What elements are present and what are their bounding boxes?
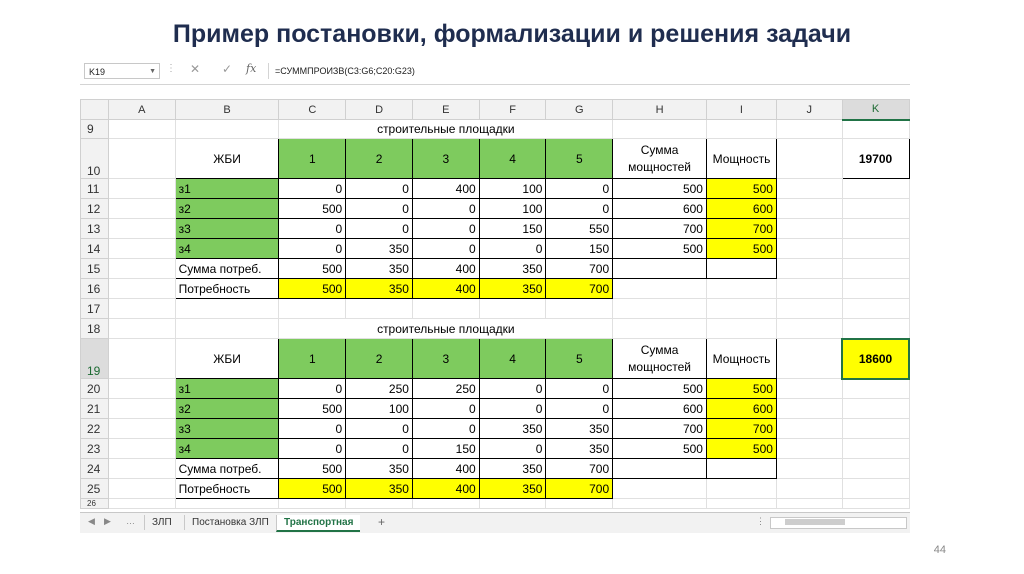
demand-sum-cell[interactable]: 350 (346, 259, 413, 279)
capacity-cell[interactable]: 600 (706, 399, 776, 419)
demand-sum-cell[interactable]: 700 (546, 259, 613, 279)
cell[interactable] (412, 499, 479, 509)
cell[interactable] (842, 299, 909, 319)
supplier-cell[interactable]: з3 (175, 419, 279, 439)
table-row (81, 439, 910, 459)
value-cell[interactable]: 150 (546, 239, 613, 259)
cell[interactable] (108, 199, 175, 219)
cell[interactable] (279, 499, 346, 509)
cell[interactable] (706, 499, 776, 509)
cell[interactable] (776, 319, 842, 339)
site-header-cell[interactable]: 4 (479, 139, 546, 179)
cell[interactable] (613, 499, 707, 509)
cancel-icon[interactable]: ✕ (190, 62, 201, 76)
sites-header-cell[interactable]: строительные площадки (279, 319, 613, 339)
demand-sum-cell[interactable]: 350 (346, 459, 413, 479)
demand-label-cell[interactable]: Потребность (175, 279, 279, 299)
cell[interactable] (776, 419, 842, 439)
demand-cell[interactable]: 700 (546, 279, 613, 299)
value-cell[interactable]: 0 (279, 179, 346, 199)
capacity-cell[interactable]: 700 (706, 219, 776, 239)
horizontal-scrollbar[interactable] (770, 517, 907, 529)
cell[interactable] (706, 299, 776, 319)
cell[interactable] (108, 499, 175, 509)
cell[interactable] (842, 259, 909, 279)
cell[interactable] (108, 179, 175, 199)
cell[interactable] (776, 279, 842, 299)
row-header[interactable]: 17 (81, 299, 109, 319)
value-cell[interactable]: 100 (346, 399, 413, 419)
column-header[interactable]: I (706, 100, 776, 120)
cell[interactable] (776, 479, 842, 499)
cell[interactable] (776, 219, 842, 239)
cell[interactable] (613, 319, 707, 339)
demand-sum-cell[interactable]: 500 (279, 259, 346, 279)
demand-sum-cell[interactable]: 500 (279, 459, 346, 479)
column-header[interactable]: C (279, 100, 346, 120)
sum-cell[interactable]: 600 (613, 399, 707, 419)
formula-bar (80, 60, 910, 85)
cell[interactable] (546, 299, 613, 319)
cell[interactable] (842, 479, 909, 499)
cell[interactable] (776, 399, 842, 419)
row-header[interactable]: 12 (81, 199, 109, 219)
value-cell[interactable]: 350 (546, 439, 613, 459)
scrollbar-thumb[interactable] (785, 519, 845, 525)
value-cell[interactable]: 0 (412, 199, 479, 219)
column-header[interactable]: G (546, 100, 613, 120)
cell[interactable] (706, 319, 776, 339)
row-header[interactable]: 13 (81, 219, 109, 239)
demand-cell[interactable]: 350 (479, 279, 546, 299)
row-header[interactable]: 21 (81, 399, 109, 419)
name-box-value: K19 (89, 67, 106, 77)
cell[interactable] (776, 299, 842, 319)
value-cell[interactable]: 0 (546, 399, 613, 419)
table-row (81, 139, 910, 179)
scroll-split-icon[interactable]: ⋮ (756, 516, 765, 526)
capacity-cell[interactable]: 500 (706, 439, 776, 459)
sum-cell[interactable]: 500 (613, 439, 707, 459)
excel-window (80, 60, 910, 532)
value-cell[interactable]: 500 (279, 399, 346, 419)
table-row (81, 419, 910, 439)
demand-sum-cell[interactable]: 350 (479, 459, 546, 479)
value-cell[interactable]: 100 (479, 179, 546, 199)
value-cell[interactable]: 250 (412, 379, 479, 399)
name-box[interactable] (84, 63, 160, 79)
value-cell[interactable]: 0 (346, 199, 413, 219)
value-cell[interactable]: 0 (346, 419, 413, 439)
sum-cell[interactable]: 600 (613, 199, 707, 219)
table-row (81, 499, 910, 509)
table-row (81, 339, 910, 379)
cell[interactable] (706, 459, 776, 479)
row-header[interactable]: 10 (81, 139, 109, 179)
site-header-cell[interactable]: 2 (346, 339, 413, 379)
cell[interactable] (776, 199, 842, 219)
sum-cell[interactable]: 700 (613, 219, 707, 239)
row-header[interactable]: 24 (81, 459, 109, 479)
row-header[interactable]: 14 (81, 239, 109, 259)
value-cell[interactable]: 0 (479, 379, 546, 399)
supplier-cell[interactable]: з4 (175, 439, 279, 459)
cell[interactable] (776, 239, 842, 259)
capacity-cell[interactable]: 500 (706, 379, 776, 399)
cell[interactable] (175, 120, 279, 139)
value-cell[interactable]: 400 (412, 179, 479, 199)
value-cell[interactable]: 100 (479, 199, 546, 219)
value-cell[interactable]: 0 (479, 239, 546, 259)
tab-transportnaya[interactable]: Транспортная (276, 515, 360, 532)
demand-sum-cell[interactable]: 400 (412, 259, 479, 279)
cell[interactable] (842, 279, 909, 299)
cell[interactable] (613, 459, 707, 479)
cell[interactable] (842, 499, 909, 509)
value-cell[interactable]: 0 (346, 179, 413, 199)
table-row (81, 379, 910, 399)
insert-function-icon[interactable]: fx (246, 62, 257, 75)
cell[interactable] (412, 299, 479, 319)
value-cell[interactable]: 0 (279, 439, 346, 459)
sheet-tabs-bar (80, 512, 910, 533)
site-header-cell[interactable]: 2 (346, 139, 413, 179)
capacity-header-cell[interactable]: Мощность (706, 339, 776, 379)
value-cell[interactable]: 150 (479, 219, 546, 239)
supplier-cell[interactable]: з1 (175, 179, 279, 199)
cell[interactable] (613, 259, 707, 279)
demand-cell[interactable]: 350 (346, 479, 413, 499)
cell[interactable] (108, 339, 175, 379)
site-header-cell[interactable]: 4 (479, 339, 546, 379)
cell[interactable] (108, 439, 175, 459)
row-header[interactable]: 25 (81, 479, 109, 499)
cell[interactable] (706, 259, 776, 279)
row-header[interactable]: 15 (81, 259, 109, 279)
cell[interactable] (613, 299, 707, 319)
sum-cell[interactable]: 700 (613, 419, 707, 439)
demand-cell[interactable]: 400 (412, 479, 479, 499)
table-row (81, 299, 910, 319)
value-cell[interactable]: 0 (346, 439, 413, 459)
more-tabs-icon[interactable]: … (126, 516, 135, 526)
cell[interactable] (842, 219, 909, 239)
demand-sum-cell[interactable]: 350 (479, 259, 546, 279)
cell[interactable] (776, 120, 842, 139)
cell[interactable] (776, 179, 842, 199)
table-row (81, 219, 910, 239)
cell[interactable] (613, 479, 707, 499)
demand-sum-label-cell[interactable]: Сумма потреб. (175, 259, 279, 279)
demand-sum-cell[interactable]: 400 (412, 459, 479, 479)
cell[interactable] (479, 499, 546, 509)
cell[interactable] (842, 319, 909, 339)
supplier-cell[interactable]: з1 (175, 379, 279, 399)
tab-postanovka-zlp[interactable]: Постановка ЗЛП (184, 515, 276, 530)
value-cell[interactable]: 0 (546, 179, 613, 199)
sum-cell[interactable]: 500 (613, 179, 707, 199)
supplier-cell[interactable]: з2 (175, 199, 279, 219)
value-cell[interactable]: 0 (412, 399, 479, 419)
cell[interactable] (346, 499, 413, 509)
value-cell[interactable]: 0 (279, 379, 346, 399)
table-row (81, 120, 910, 139)
site-header-cell[interactable]: 1 (279, 139, 346, 179)
cell[interactable] (706, 479, 776, 499)
sum-cell[interactable]: 500 (613, 239, 707, 259)
site-header-cell[interactable]: 3 (412, 339, 479, 379)
value-cell[interactable]: 0 (412, 219, 479, 239)
cell[interactable] (842, 419, 909, 439)
cell[interactable] (842, 379, 909, 399)
cell[interactable] (842, 199, 909, 219)
column-header[interactable]: J (776, 100, 842, 120)
cell[interactable] (108, 120, 175, 139)
capacity-cell[interactable]: 700 (706, 419, 776, 439)
cell[interactable] (346, 299, 413, 319)
cell[interactable] (479, 299, 546, 319)
cell[interactable] (706, 279, 776, 299)
capacity-cell[interactable]: 500 (706, 179, 776, 199)
cell[interactable] (842, 399, 909, 419)
demand-cell[interactable]: 350 (346, 279, 413, 299)
formula-input[interactable]: =СУММПРОИЗВ(C3:G6;C20:G23) (268, 63, 911, 79)
column-header-selected[interactable]: K (842, 100, 909, 120)
value-cell[interactable]: 500 (279, 199, 346, 219)
value-cell[interactable]: 0 (479, 439, 546, 459)
cell[interactable] (279, 299, 346, 319)
table-row (81, 239, 910, 259)
demand-cell[interactable]: 700 (546, 479, 613, 499)
sum-cell[interactable]: 500 (613, 379, 707, 399)
table-row (81, 259, 910, 279)
supplier-cell[interactable]: з4 (175, 239, 279, 259)
demand-cell[interactable]: 500 (279, 479, 346, 499)
cell[interactable] (776, 379, 842, 399)
value-cell[interactable]: 250 (346, 379, 413, 399)
value-cell[interactable]: 0 (412, 419, 479, 439)
column-header[interactable]: E (412, 100, 479, 120)
site-header-cell[interactable]: 1 (279, 339, 346, 379)
spreadsheet-grid (80, 99, 910, 509)
demand-label-cell[interactable]: Потребность (175, 479, 279, 499)
row-header[interactable]: 23 (81, 439, 109, 459)
supplier-cell[interactable]: з2 (175, 399, 279, 419)
sites-header-cell[interactable]: строительные площадки (279, 120, 613, 139)
cell[interactable] (108, 459, 175, 479)
cell[interactable] (108, 479, 175, 499)
drag-handle-icon[interactable]: ⋮ (166, 63, 176, 74)
capacity-cell[interactable]: 600 (706, 199, 776, 219)
cell[interactable] (842, 239, 909, 259)
value-cell[interactable]: 350 (546, 419, 613, 439)
value-cell[interactable]: 0 (412, 239, 479, 259)
table-row (81, 399, 910, 419)
tab-scroll-left-icon[interactable]: ◀ (88, 516, 95, 526)
table-row (81, 179, 910, 199)
demand-cell[interactable]: 400 (412, 279, 479, 299)
demand-cell[interactable]: 350 (479, 479, 546, 499)
tab-zlp[interactable]: ЗЛП (144, 515, 179, 530)
cell[interactable] (613, 279, 707, 299)
cell[interactable] (776, 439, 842, 459)
value-cell[interactable]: 0 (279, 239, 346, 259)
sum-capacity-header-cell[interactable]: Сумма мощностей (613, 139, 707, 179)
cell[interactable] (706, 120, 776, 139)
cell[interactable] (108, 219, 175, 239)
cell[interactable] (842, 439, 909, 459)
value-cell[interactable]: 0 (279, 419, 346, 439)
page-number: 44 (933, 544, 946, 556)
value-cell[interactable]: 0 (346, 219, 413, 239)
cell[interactable] (546, 499, 613, 509)
table-row (81, 479, 910, 499)
column-header-row (81, 100, 910, 120)
demand-sum-cell[interactable]: 700 (546, 459, 613, 479)
cell[interactable] (175, 499, 279, 509)
row-header[interactable]: 16 (81, 279, 109, 299)
chevron-down-icon[interactable]: ▼ (149, 68, 156, 75)
row-header[interactable]: 11 (81, 179, 109, 199)
cell[interactable] (776, 459, 842, 479)
cell[interactable] (108, 419, 175, 439)
cell[interactable] (175, 319, 279, 339)
column-header[interactable]: A (108, 100, 175, 120)
value-cell[interactable]: 0 (279, 219, 346, 239)
supplier-cell[interactable]: з3 (175, 219, 279, 239)
row-header[interactable]: 9 (81, 120, 109, 139)
confirm-icon[interactable]: ✓ (222, 62, 233, 76)
cell[interactable] (108, 139, 175, 179)
site-header-cell[interactable]: 5 (546, 339, 613, 379)
column-header[interactable]: B (175, 100, 279, 120)
cell[interactable] (776, 499, 842, 509)
slide-title: Пример постановки, формализации и решения задачи (172, 20, 852, 48)
demand-cell[interactable]: 500 (279, 279, 346, 299)
row-header[interactable]: 22 (81, 419, 109, 439)
table-row (81, 279, 910, 299)
cell[interactable] (776, 259, 842, 279)
row-header[interactable]: 20 (81, 379, 109, 399)
row-header[interactable]: 18 (81, 319, 109, 339)
cell[interactable] (175, 299, 279, 319)
select-all-corner[interactable] (81, 100, 109, 120)
site-header-cell[interactable]: 5 (546, 139, 613, 179)
zhbi-header-cell[interactable]: ЖБИ (175, 139, 279, 179)
cell[interactable] (842, 179, 909, 199)
value-cell[interactable]: 0 (546, 379, 613, 399)
table-row (81, 319, 910, 339)
cell[interactable] (108, 399, 175, 419)
result-cell-selected[interactable]: 18600 (842, 339, 909, 379)
column-header[interactable]: F (479, 100, 546, 120)
capacity-cell[interactable]: 500 (706, 239, 776, 259)
cell[interactable] (776, 339, 842, 379)
row-header-selected[interactable]: 19 (81, 339, 109, 379)
value-cell[interactable]: 350 (479, 419, 546, 439)
cell[interactable] (842, 120, 909, 139)
cell[interactable] (776, 139, 842, 179)
value-cell[interactable]: 350 (346, 239, 413, 259)
value-cell[interactable]: 150 (412, 439, 479, 459)
value-cell[interactable]: 0 (479, 399, 546, 419)
column-header[interactable]: D (346, 100, 413, 120)
tab-scroll-right-icon[interactable]: ▶ (104, 516, 111, 526)
cell[interactable] (108, 279, 175, 299)
result-cell[interactable]: 19700 (842, 139, 909, 179)
table-row (81, 459, 910, 479)
table-row (81, 199, 910, 219)
cell[interactable] (613, 120, 707, 139)
demand-sum-label-cell[interactable]: Сумма потреб. (175, 459, 279, 479)
value-cell[interactable]: 550 (546, 219, 613, 239)
add-sheet-icon[interactable]: + (378, 515, 386, 529)
capacity-header-cell[interactable]: Мощность (706, 139, 776, 179)
zhbi-header-cell[interactable]: ЖБИ (175, 339, 279, 379)
value-cell[interactable]: 0 (546, 199, 613, 219)
column-header[interactable]: H (613, 100, 707, 120)
cell[interactable] (108, 239, 175, 259)
cell[interactable] (842, 459, 909, 479)
cell[interactable] (108, 379, 175, 399)
row-header[interactable]: 26 (81, 499, 109, 509)
cell[interactable] (108, 319, 175, 339)
cell[interactable] (108, 299, 175, 319)
cell[interactable] (108, 259, 175, 279)
sum-capacity-header-cell[interactable]: Сумма мощностей (613, 339, 707, 379)
site-header-cell[interactable]: 3 (412, 139, 479, 179)
